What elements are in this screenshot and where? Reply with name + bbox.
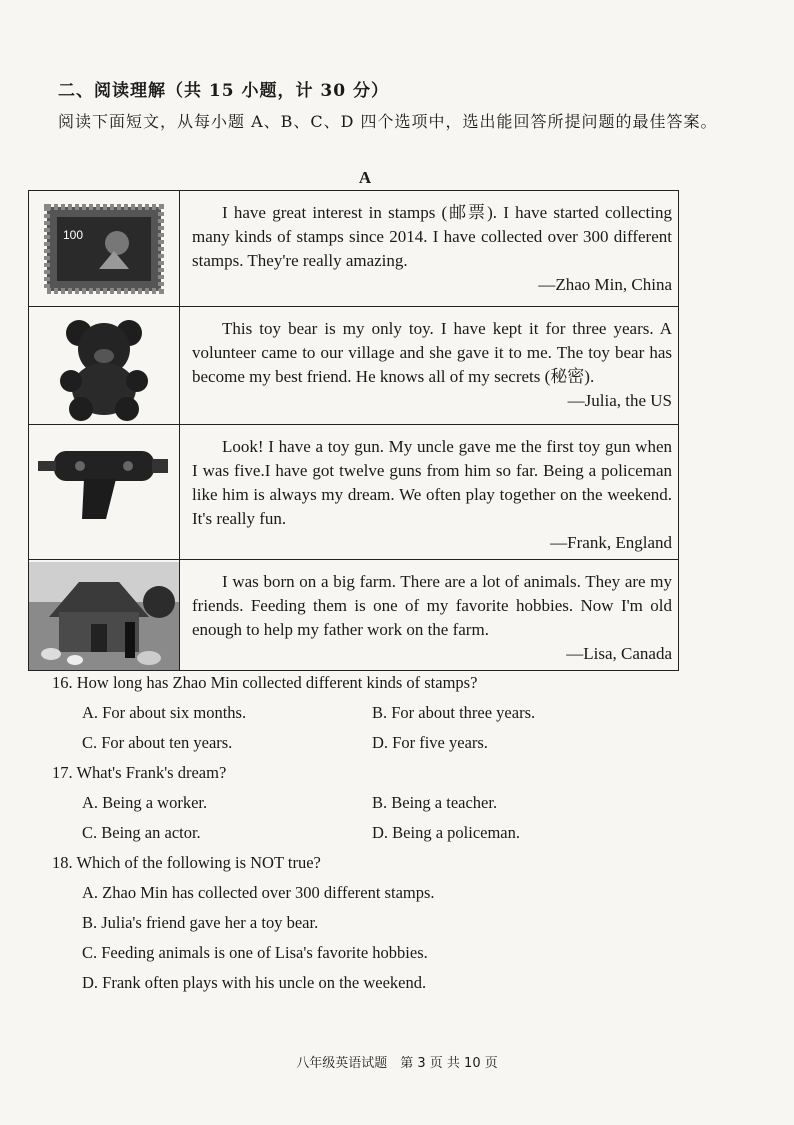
option-c[interactable]: C. For about ten years. xyxy=(82,733,233,752)
passage-text-cell xyxy=(180,191,679,307)
question-stem: 18. Which of the following is NOT true? xyxy=(52,853,321,872)
option-a[interactable]: A. Zhao Min has collected over 300 different stamps. xyxy=(82,883,435,902)
stamp-image xyxy=(39,199,169,299)
passage-paragraph xyxy=(192,435,672,531)
option-row xyxy=(52,698,752,728)
passage-text: I have great interest in stamps (邮票). I have started collecting many kinds of stamps since 2014. I have collected over 300 different stamps. They're really amazing. xyxy=(192,203,672,270)
passage-text-cell xyxy=(180,560,679,671)
option-row xyxy=(52,938,752,968)
passage-row xyxy=(29,560,679,671)
option-a[interactable]: A. For about six months. xyxy=(82,703,247,722)
passage-row xyxy=(29,425,679,560)
passage-paragraph xyxy=(192,570,672,642)
passage-text: I was born on a big farm. There are a lot of animals. They are my friends. Feeding them is one of my favorite hobbies. Now I'm old enough to help my father work on the farm. xyxy=(192,572,672,639)
questions xyxy=(52,668,752,998)
passage-signature: —Julia, the US xyxy=(567,391,672,410)
stamp-value: 100 xyxy=(63,228,84,242)
page-footer: 八年级英语试题 第 3 页 共 10 页 xyxy=(296,1056,498,1071)
toy-gun-image xyxy=(34,433,174,523)
image-cell xyxy=(29,307,180,425)
option-b[interactable]: B. For about three years. xyxy=(372,703,536,722)
passage-text: Look! I have a toy gun. My uncle gave me the first toy gun when I was five.I have got twelve guns from him so far. Being a policeman like him is always my dream. We often play together on the weekend. It's really fun. xyxy=(192,437,672,528)
option-row xyxy=(52,878,752,908)
passage-signature: —Frank, England xyxy=(550,533,672,552)
image-cell xyxy=(29,425,180,560)
passage-signature: —Lisa, Canada xyxy=(566,644,672,663)
option-row xyxy=(52,968,752,998)
option-row xyxy=(52,728,752,758)
image-cell xyxy=(29,560,180,671)
passage-row xyxy=(29,307,679,425)
passage-signature: —Zhao Min, China xyxy=(538,275,672,294)
option-b[interactable]: B. Being a teacher. xyxy=(372,793,498,812)
question-stem: 16. How long has Zhao Min collected different kinds of stamps? xyxy=(52,673,478,692)
passage-table xyxy=(28,190,679,671)
farm-image xyxy=(29,562,179,670)
section-instructions: 阅读下面短文，从每小题 A、B、C、D 四个选项中，选出能回答所提问题的最佳答案。 xyxy=(58,112,718,131)
option-c[interactable]: C. Being an actor. xyxy=(82,823,201,842)
question xyxy=(52,668,752,758)
option-c[interactable]: C. Feeding animals is one of Lisa's favorite hobbies. xyxy=(82,943,428,962)
option-row xyxy=(52,788,752,818)
option-row xyxy=(52,908,752,938)
passage-text-cell xyxy=(180,307,679,425)
passage-label: A xyxy=(358,168,372,187)
passage-paragraph xyxy=(192,201,672,273)
question-stem: 17. What's Frank's dream? xyxy=(52,763,227,782)
option-b[interactable]: B. Julia's friend gave her a toy bear. xyxy=(82,913,319,932)
question xyxy=(52,848,752,998)
image-cell xyxy=(29,191,180,307)
passage-text: This toy bear is my only toy. I have kept it for three years. A volunteer came to our village and she gave it to me. The toy bear has become my best friend. He knows all of my secrets (秘密). xyxy=(192,319,672,386)
passage-text-cell xyxy=(180,425,679,560)
passage-row xyxy=(29,191,679,307)
option-d[interactable]: D. Being a policeman. xyxy=(372,823,521,842)
option-d[interactable]: D. For five years. xyxy=(372,733,488,752)
question xyxy=(52,758,752,848)
section-title: 二、阅读理解（共 15 小题，计 30 分） xyxy=(58,81,389,101)
option-d[interactable]: D. Frank often plays with his uncle on the weekend. xyxy=(82,973,427,992)
passage-paragraph xyxy=(192,317,672,389)
option-a[interactable]: A. Being a worker. xyxy=(82,793,208,812)
toy-bear-image xyxy=(49,311,159,421)
option-row xyxy=(52,818,752,848)
